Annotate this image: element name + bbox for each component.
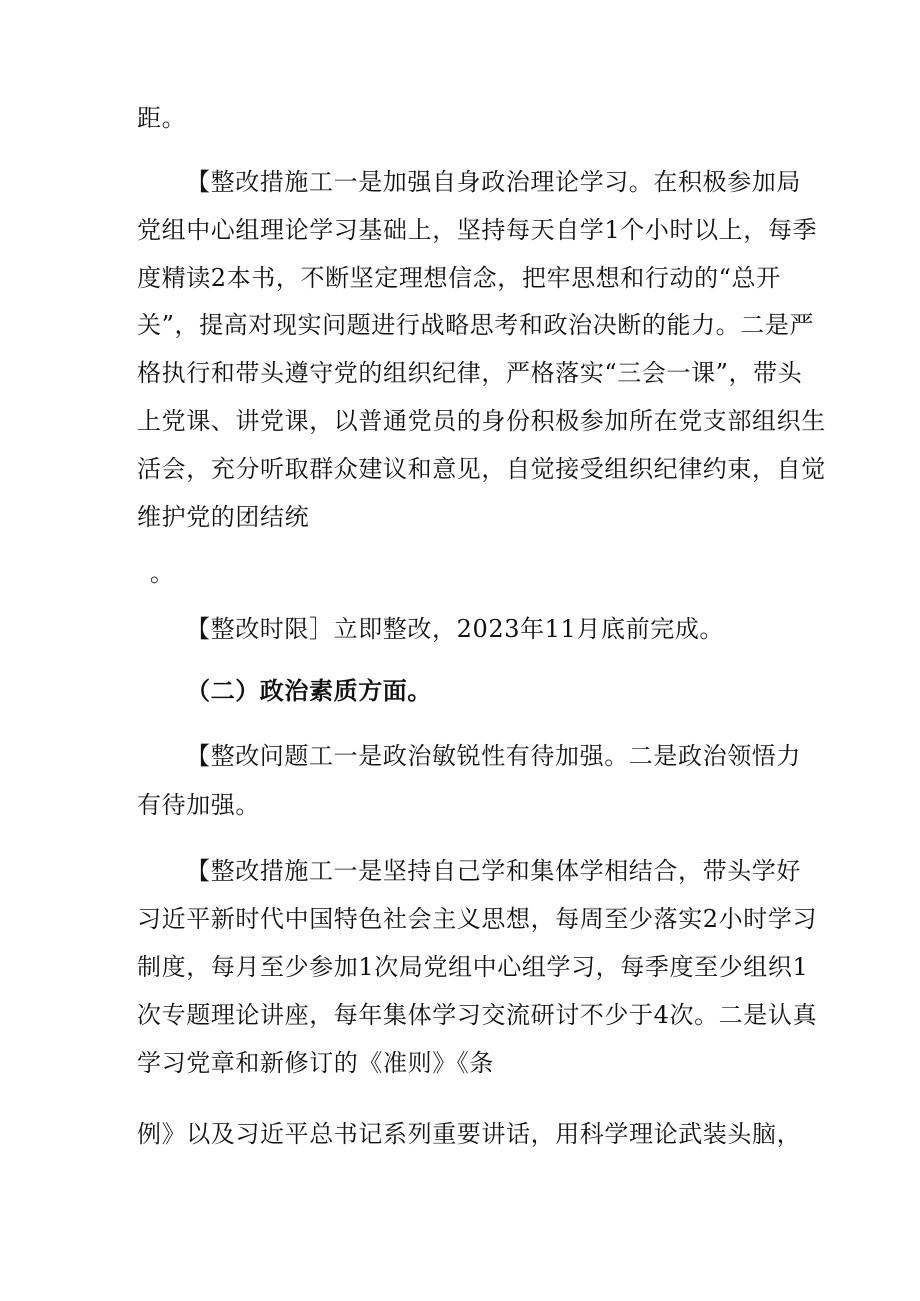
text-line-10: 。 — [150, 559, 175, 587]
text-line-6: 格执行和带头遵守党的组织纪律，严格落实“三会一课”，带头 — [137, 359, 803, 387]
text-line-11: 【整改时限］立即整改，2023年11月底前完成。 — [186, 615, 725, 643]
text-line-4: 度精读2本书，不断坚定理想信念，把牢思想和行动的“总开 — [137, 264, 781, 292]
text-line-8: 活会，充分听取群众建议和意见，自觉接受组织纪律约束，自觉 — [137, 455, 826, 483]
section-heading: （二）政治素质方面。 — [186, 676, 432, 705]
text-line-7: 上党课、讲党课，以普通党员的身份积极参加所在党支部组织生 — [137, 407, 826, 435]
text-line-1: 距。 — [137, 104, 187, 132]
text-line-13: 【整改问题工一是政治敏锐性有待加强。二是政治领悟力 — [186, 742, 801, 770]
text-line-3: 党组中心组理论学习基础上，坚持每天自学1个小时以上，每季 — [137, 216, 818, 244]
text-line-20: 例》以及习近平总书记系列重要讲话，用科学理论武装头脑， — [137, 1120, 802, 1148]
text-line-17: 制度，每月至少参加1次局党组中心组学习，每季度至少组织1 — [137, 953, 809, 981]
text-line-14: 有待加强。 — [137, 791, 260, 819]
text-line-16: 习近平新时代中国特色社会主义思想，每周至少落实2小时学习 — [137, 905, 818, 933]
text-line-19: 学习党章和新修订的《准则》《条 — [137, 1049, 494, 1077]
text-line-15: 【整改措施工一是坚持自己学和集体学相结合，带头学好 — [186, 857, 801, 885]
text-line-2: 【整改措施工一是加强自身政治理论学习。在积极参加局 — [186, 168, 801, 196]
text-line-5: 关”，提高对现实问题进行战略思考和政治决断的能力。二是严 — [137, 311, 815, 339]
text-line-9: 维护党的团结统 — [137, 503, 310, 531]
text-line-18: 次专题理论讲座，每年集体学习交流研讨不少于4次。二是认真 — [137, 1001, 818, 1029]
